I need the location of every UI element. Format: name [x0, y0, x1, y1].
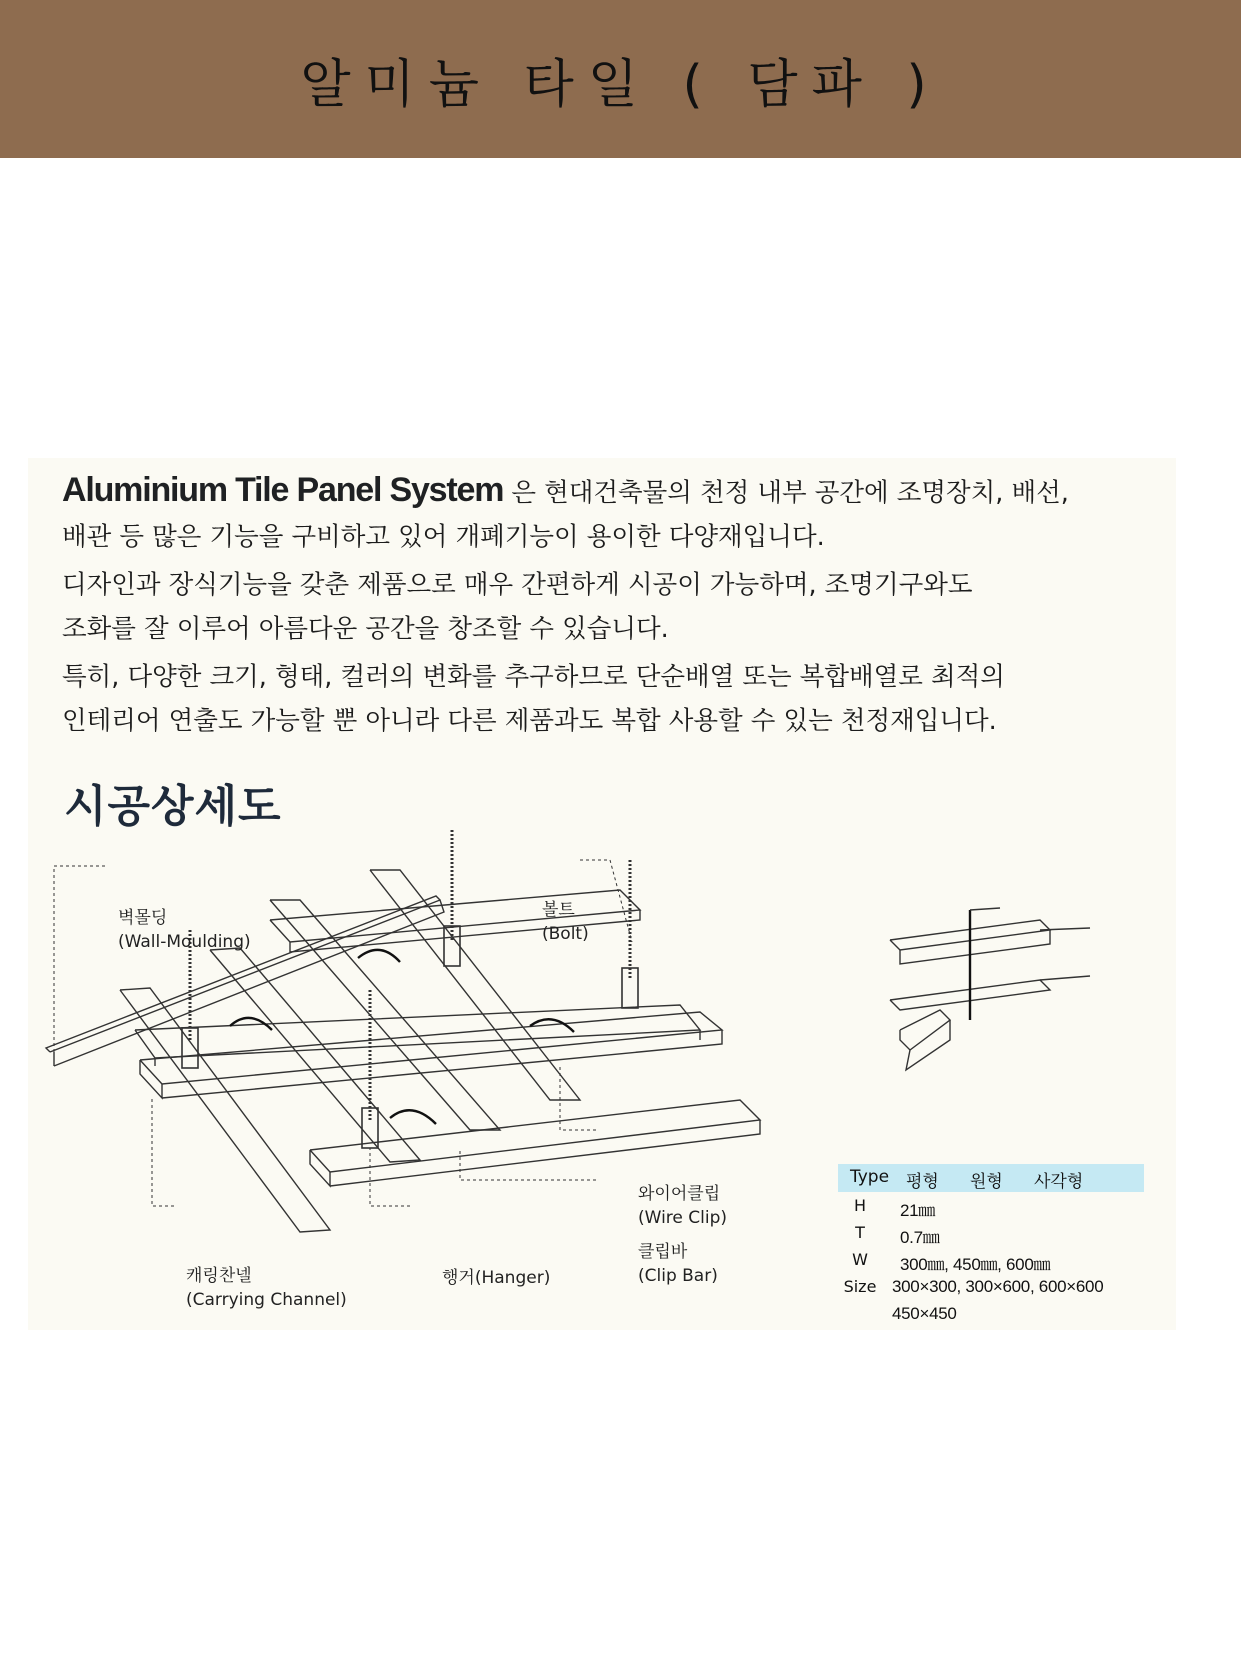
bolt-label [542, 898, 589, 946]
title-banner [0, 0, 1241, 158]
spec-table [838, 1164, 1144, 1327]
bolt-label-ko: 볼트 [542, 900, 575, 920]
wall-moulding-label-en: (Wall-Moulding) [118, 932, 251, 952]
spec-header-flat: 평형 [906, 1172, 939, 1192]
spec-value: 300×300, 300×600, 600×600 [892, 1277, 1104, 1296]
spec-row [838, 1219, 1144, 1246]
spec-key: Size [843, 1277, 877, 1296]
spec-header-row [838, 1164, 1144, 1192]
spec-header-type: Type [850, 1167, 890, 1187]
section-title: 시공상세도 [64, 781, 282, 832]
spec-value: 300㎜, 450㎜, 600㎜ [900, 1255, 1051, 1274]
intro-line: 배관 등 많은 기능을 구비하고 있어 개폐기능이 용이한 다양재입니다. [62, 522, 825, 552]
spec-value-size-extra: 450×450 [892, 1304, 957, 1323]
intro-line: 인테리어 연출도 가능할 뿐 아니라 다른 제품과도 복합 사용할 수 있는 천정재입니다. [62, 706, 997, 736]
clip-bar-label-en: (Clip Bar) [638, 1266, 718, 1286]
spec-value: 0.7㎜ [900, 1228, 940, 1247]
carrying-channel-label-en: (Carrying Channel) [186, 1290, 347, 1310]
clip-bar-label [638, 1240, 718, 1288]
spec-key: H [853, 1196, 867, 1215]
carrying-channel-label [186, 1264, 347, 1312]
spec-key: T [855, 1223, 865, 1242]
carrying-channel-label-ko: 캐링찬넬 [186, 1266, 252, 1286]
wire-clip-label-ko: 와이어클립 [638, 1184, 721, 1204]
wall-moulding-label [118, 906, 251, 954]
page-title: 알미늄 타일 ( 담파 ) [300, 54, 941, 115]
product-name: Aluminium Tile Panel System [62, 471, 504, 509]
spec-value: 21㎜ [900, 1201, 936, 1220]
bolt-label-en: (Bolt) [542, 924, 589, 944]
intro-line: 특히, 다양한 크기, 형태, 컬러의 변화를 추구하므로 단순배열 또는 복합배열로 최적의 [62, 662, 1005, 692]
wire-clip-label [638, 1182, 727, 1230]
spec-header-square: 사각형 [1034, 1172, 1084, 1192]
hanger-rod-drawing [190, 830, 630, 1120]
spec-key: W [852, 1250, 868, 1269]
intro-paragraph-1 [62, 468, 1182, 515]
clip-bar-label-ko: 클립바 [638, 1242, 688, 1262]
intro-line: 조화를 잘 이루어 아름다운 공간을 창조할 수 있습니다. [62, 614, 669, 644]
spec-row [838, 1192, 1144, 1219]
intro-line: 은 현대건축물의 천정 내부 공간에 조명장치, 배선, [503, 478, 1069, 508]
spec-row [838, 1246, 1144, 1273]
spec-header-round: 원형 [970, 1172, 1003, 1192]
hanger-label: 행거(Hanger) [442, 1268, 551, 1288]
clip-detail-drawing [880, 900, 1100, 1100]
intro-line: 디자인과 장식기능을 갖춘 제품으로 매우 간편하게 시공이 가능하며, 조명기구와도 [62, 570, 973, 600]
spec-row [838, 1273, 1144, 1300]
intro-text [62, 468, 1182, 743]
wall-moulding-label-ko: 벽몰딩 [118, 908, 168, 928]
wire-clip-label-en: (Wire Clip) [638, 1208, 728, 1228]
spec-row [838, 1300, 1144, 1327]
